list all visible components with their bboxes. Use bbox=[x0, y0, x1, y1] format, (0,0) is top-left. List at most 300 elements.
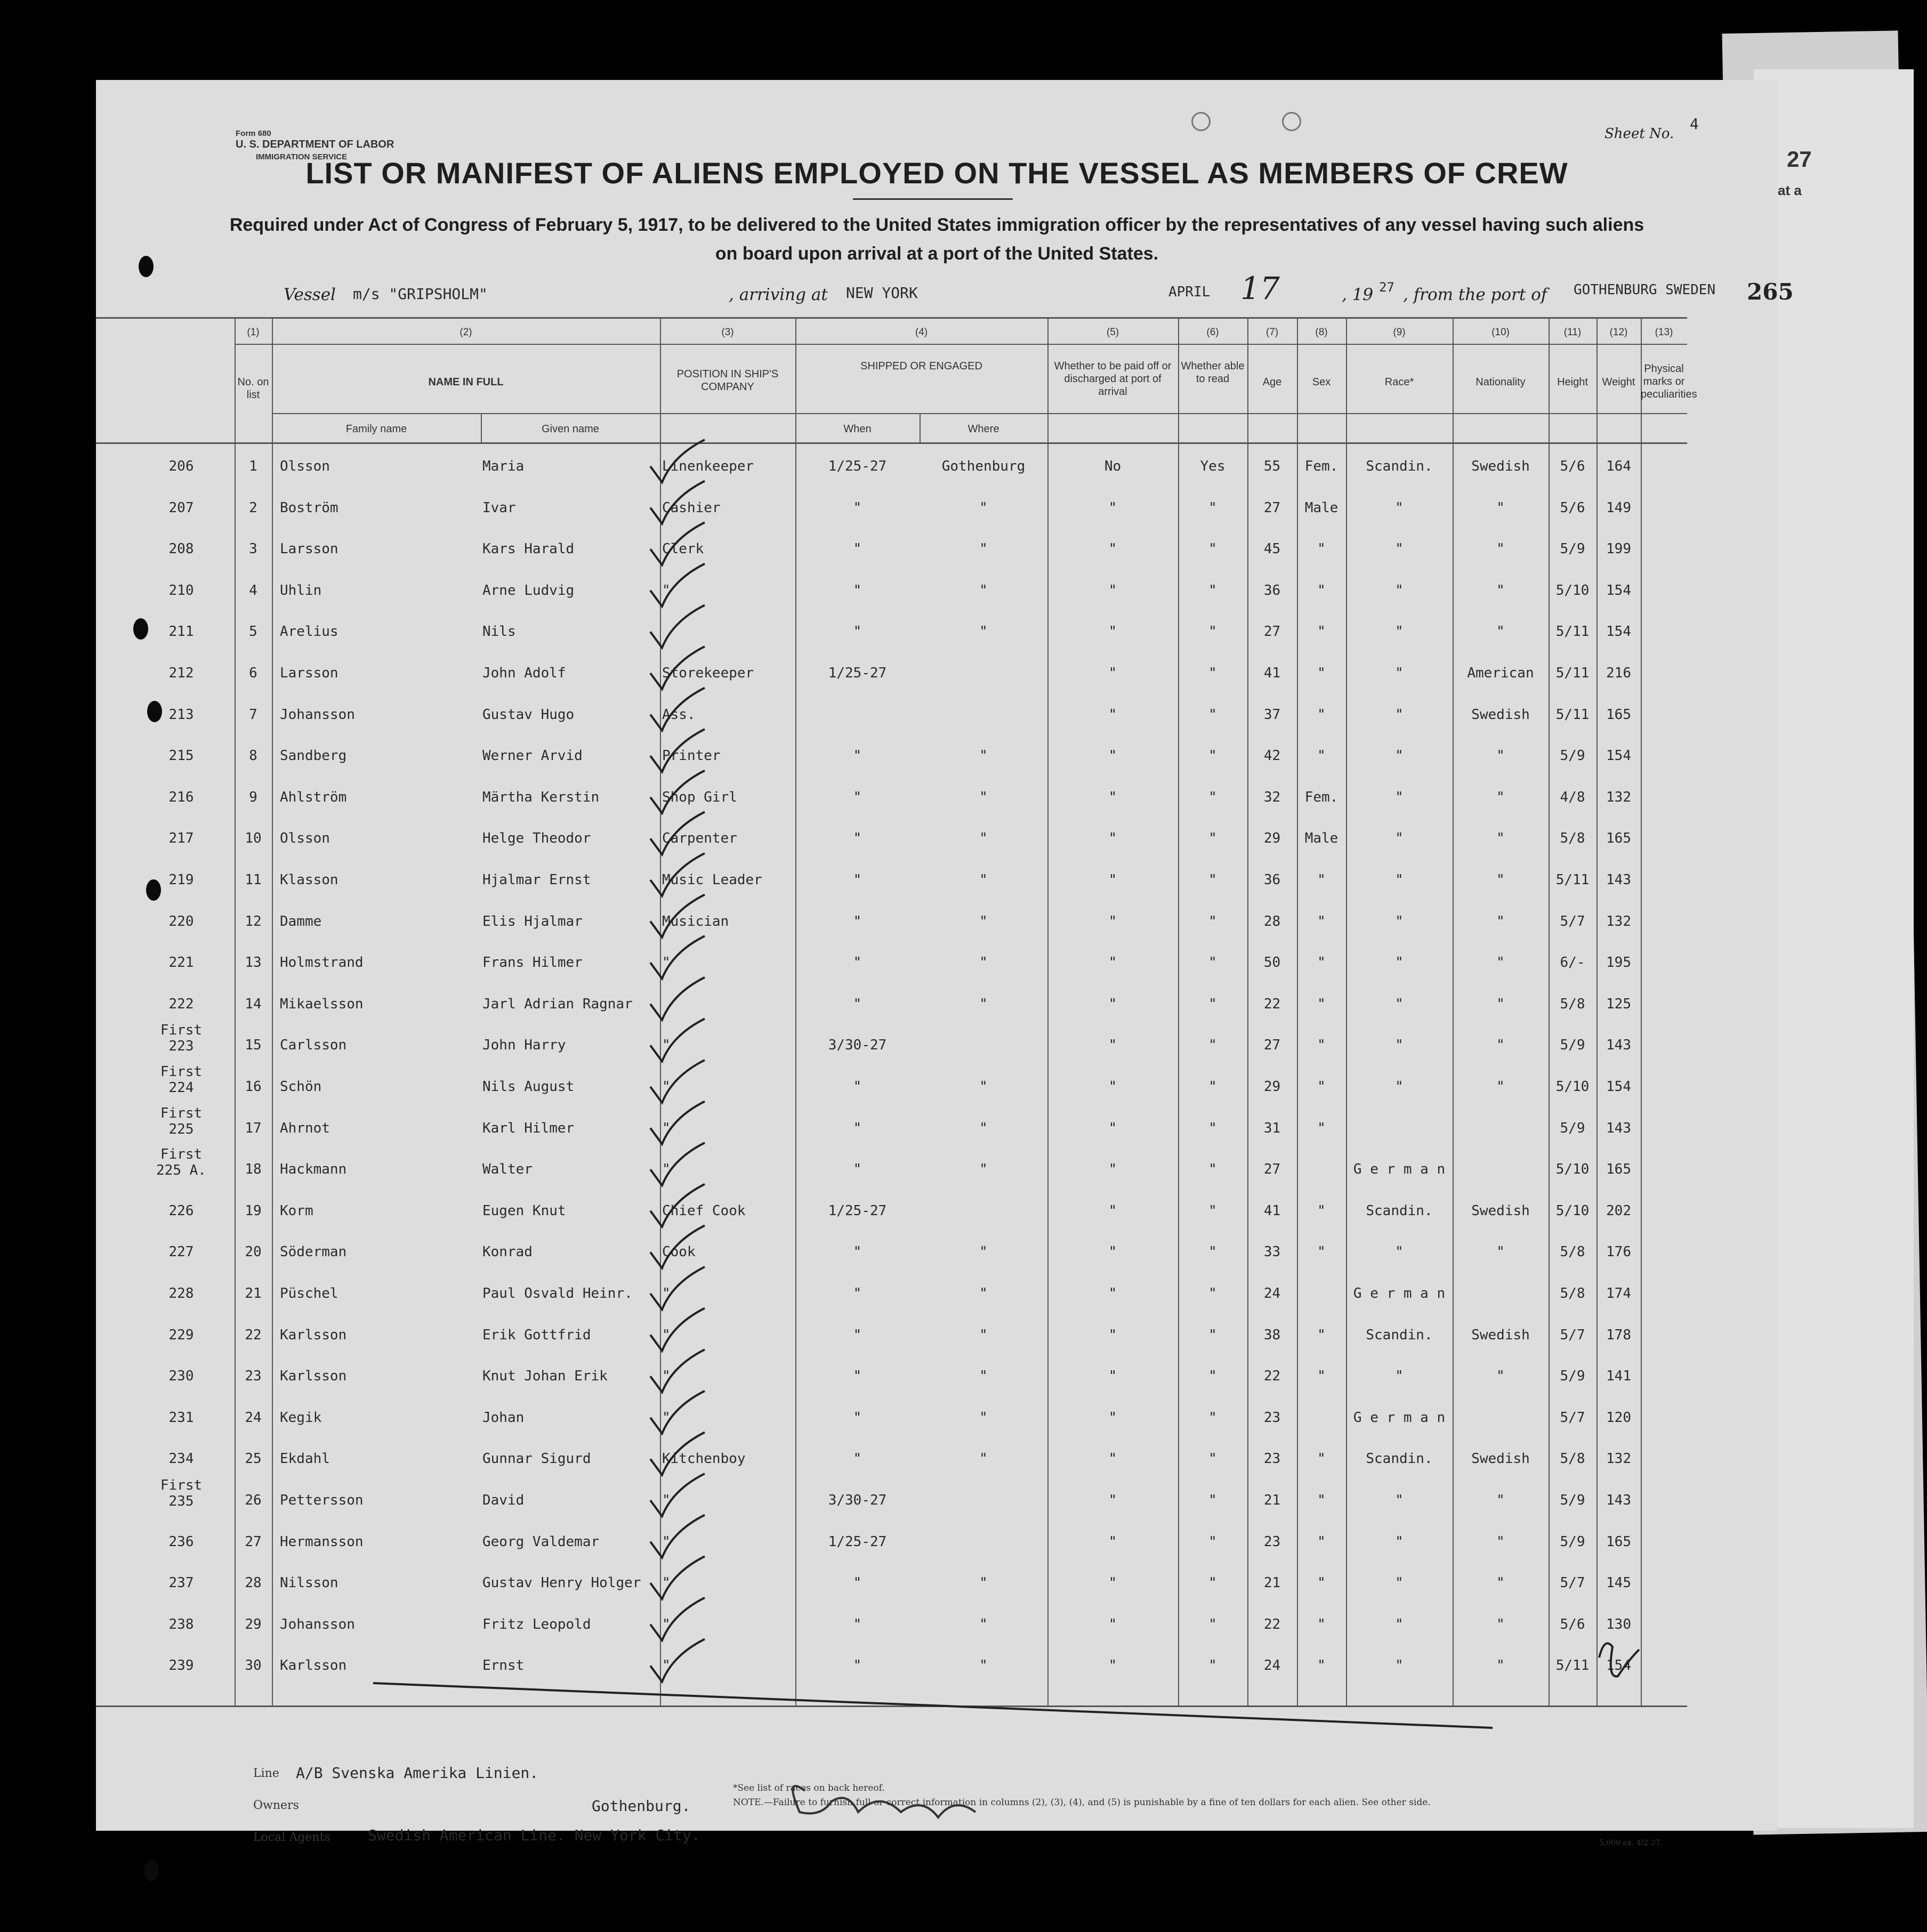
height-cell: 5/9 bbox=[1560, 1368, 1585, 1385]
nationality-cell: " bbox=[1496, 1658, 1505, 1674]
when-engaged-cell: " bbox=[853, 1368, 862, 1385]
position-cell: " bbox=[662, 1327, 671, 1343]
row-number-cell: 8 bbox=[249, 748, 257, 764]
family-name-cell: Arelius bbox=[280, 624, 338, 640]
height-cell: 5/7 bbox=[1560, 1327, 1585, 1343]
sex-cell: " bbox=[1317, 541, 1326, 557]
header-sex: Sex bbox=[1312, 376, 1331, 388]
sex-cell: " bbox=[1317, 748, 1326, 764]
height-cell: 5/8 bbox=[1560, 830, 1585, 847]
weight-cell: 165 bbox=[1606, 830, 1631, 847]
nationality-cell: Swedish bbox=[1471, 1327, 1530, 1343]
paid-off-cell: " bbox=[1108, 1244, 1117, 1260]
row-number-cell: 5 bbox=[249, 624, 257, 640]
checkmark-icon bbox=[650, 440, 705, 482]
weight-cell: 143 bbox=[1606, 1037, 1631, 1054]
given-name-cell: Gustav Hugo bbox=[482, 706, 575, 723]
row-reference-number: 210 bbox=[168, 582, 194, 599]
from-label: , from the port of bbox=[1403, 285, 1547, 304]
checkmark-icon bbox=[650, 936, 705, 979]
height-cell: 5/9 bbox=[1560, 1533, 1585, 1550]
row-number-cell: 19 bbox=[245, 1202, 262, 1219]
sex-cell: " bbox=[1317, 1244, 1326, 1260]
family-name-cell: Uhlin bbox=[280, 582, 322, 599]
row-reference-number: First 223 bbox=[160, 1022, 203, 1055]
row-number-cell: 27 bbox=[245, 1533, 262, 1550]
arriving-label: , arriving at bbox=[729, 285, 828, 304]
weight-cell: 165 bbox=[1606, 706, 1631, 723]
header-able-read: Whether able to read bbox=[1181, 360, 1245, 385]
able-to-read-cell: " bbox=[1208, 1037, 1217, 1054]
footer-line-label: Line bbox=[253, 1767, 279, 1780]
age-cell: 50 bbox=[1263, 955, 1281, 971]
given-name-cell: Fritz Leopold bbox=[482, 1616, 591, 1632]
checkmark-icon bbox=[650, 564, 705, 607]
able-to-read-cell: " bbox=[1208, 582, 1217, 599]
race-cell: " bbox=[1395, 499, 1404, 516]
punch-hole bbox=[144, 1860, 159, 1881]
row-reference-number: 215 bbox=[168, 748, 194, 764]
row-reference-number: First 225 bbox=[160, 1105, 203, 1137]
paid-off-cell: " bbox=[1108, 1575, 1117, 1591]
sex-cell: " bbox=[1317, 1202, 1326, 1219]
department-line: U. S. DEPARTMENT OF LABOR bbox=[236, 139, 394, 150]
family-name-cell: Kegik bbox=[280, 1409, 322, 1426]
height-cell: 5/10 bbox=[1555, 1202, 1590, 1219]
where-engaged-cell: " bbox=[979, 1368, 988, 1385]
row-reference-number: 206 bbox=[168, 458, 194, 474]
paid-off-cell: " bbox=[1108, 830, 1117, 847]
height-cell: 5/8 bbox=[1560, 1286, 1585, 1302]
position-cell: Ass. bbox=[662, 706, 696, 723]
nationality-cell: Swedish bbox=[1471, 1202, 1530, 1219]
when-engaged-cell: " bbox=[853, 1451, 862, 1467]
paid-off-cell: " bbox=[1108, 1079, 1117, 1095]
weight-cell: 202 bbox=[1606, 1202, 1631, 1219]
height-cell: 5/9 bbox=[1560, 748, 1585, 764]
given-name-cell: Karl Hilmer bbox=[482, 1120, 575, 1136]
race-cell: " bbox=[1395, 1037, 1404, 1054]
age-cell: 21 bbox=[1263, 1575, 1281, 1591]
family-name-cell: Mikaelsson bbox=[280, 996, 364, 1012]
given-name-cell: Johan bbox=[482, 1409, 525, 1426]
height-cell: 5/10 bbox=[1555, 1161, 1590, 1178]
row-number-cell: 21 bbox=[245, 1286, 262, 1302]
when-engaged-cell: 1/25-27 bbox=[828, 1202, 887, 1219]
checkmark-icon bbox=[650, 1267, 705, 1309]
height-cell: 5/11 bbox=[1555, 1658, 1590, 1674]
sex-cell: " bbox=[1317, 996, 1326, 1012]
family-name-cell: Hackmann bbox=[280, 1161, 347, 1178]
race-cell: Scandin. bbox=[1366, 1202, 1433, 1219]
row-number-cell: 30 bbox=[245, 1658, 262, 1674]
header-height: Height bbox=[1557, 376, 1588, 388]
position-cell: Cashier bbox=[662, 499, 721, 516]
position-cell: " bbox=[662, 1409, 671, 1426]
sex-cell: " bbox=[1317, 1451, 1326, 1467]
height-cell: 5/7 bbox=[1560, 1575, 1585, 1591]
arrival-month: APRIL bbox=[1168, 284, 1211, 300]
margin-number: 27 bbox=[1787, 147, 1812, 172]
checkmark-icon bbox=[650, 1598, 705, 1640]
row-reference-number: 230 bbox=[168, 1368, 194, 1385]
checkmark-icon bbox=[650, 1639, 705, 1682]
family-name-cell: Püschel bbox=[280, 1286, 338, 1302]
vessel-label: Vessel bbox=[284, 285, 336, 304]
where-engaged-cell: " bbox=[979, 748, 988, 764]
sex-cell: " bbox=[1317, 1120, 1326, 1136]
weight-cell: 199 bbox=[1606, 541, 1631, 557]
height-cell: 5/9 bbox=[1560, 1037, 1585, 1054]
weight-cell: 143 bbox=[1606, 1120, 1631, 1136]
row-reference-number: First 225 A. bbox=[156, 1146, 206, 1179]
position-cell: Musician bbox=[662, 913, 729, 929]
row-reference-number: First 235 bbox=[160, 1477, 203, 1509]
given-name-cell: Gustav Henry Holger bbox=[482, 1575, 641, 1591]
position-cell: " bbox=[662, 1286, 671, 1302]
able-to-read-cell: " bbox=[1208, 499, 1217, 516]
age-cell: 21 bbox=[1263, 1492, 1281, 1508]
given-name-cell: John Adolf bbox=[482, 665, 566, 681]
checkmark-icon bbox=[650, 1184, 705, 1227]
height-cell: 5/9 bbox=[1560, 541, 1585, 557]
height-cell: 5/9 bbox=[1560, 1492, 1585, 1508]
vessel-name: m/s "GRIPSHOLM" bbox=[353, 285, 488, 303]
when-engaged-cell: 3/30-27 bbox=[828, 1037, 887, 1054]
header-paid-off: Whether to be paid off or discharged at port of arrival bbox=[1054, 360, 1172, 398]
from-port: GOTHENBURG SWEDEN bbox=[1574, 282, 1716, 298]
nationality-cell: " bbox=[1496, 541, 1505, 557]
paid-off-cell: " bbox=[1108, 996, 1117, 1012]
race-cell: G e r m a n bbox=[1353, 1286, 1446, 1302]
family-name-cell: Hermansson bbox=[280, 1533, 364, 1550]
header-position: POSITION IN SHIP'S COMPANY bbox=[676, 368, 779, 393]
checkmark-icon bbox=[650, 1102, 705, 1144]
weight-cell: 130 bbox=[1606, 1616, 1631, 1632]
paid-off-cell: " bbox=[1108, 913, 1117, 929]
given-name-cell: Hjalmar Ernst bbox=[482, 872, 591, 888]
checkmark-icon bbox=[650, 977, 705, 1020]
header-name-in-full: NAME IN FULL bbox=[428, 376, 504, 388]
row-number-cell: 1 bbox=[249, 458, 257, 474]
colnum-13: (13) bbox=[1655, 327, 1673, 338]
where-engaged-cell: " bbox=[979, 789, 988, 805]
paid-off-cell: " bbox=[1108, 1286, 1117, 1302]
given-name-cell: Helge Theodor bbox=[482, 830, 591, 847]
footer-note-races: *See list of races on back hereof. bbox=[733, 1783, 885, 1793]
row-number-cell: 4 bbox=[249, 582, 257, 599]
nationality-cell: " bbox=[1496, 789, 1505, 805]
position-cell: " bbox=[662, 582, 671, 599]
nationality-cell: " bbox=[1496, 1368, 1505, 1385]
family-name-cell: Boström bbox=[280, 499, 338, 516]
header-where: Where bbox=[967, 423, 999, 435]
age-cell: 28 bbox=[1263, 913, 1281, 929]
weight-cell: 165 bbox=[1606, 1533, 1631, 1550]
when-engaged-cell: " bbox=[853, 541, 862, 557]
sex-cell: " bbox=[1317, 665, 1326, 681]
nationality-cell: Swedish bbox=[1471, 1451, 1530, 1467]
where-engaged-cell: " bbox=[979, 830, 988, 847]
able-to-read-cell: " bbox=[1208, 624, 1217, 640]
checkmark-icon bbox=[650, 1391, 705, 1434]
given-name-cell: Maria bbox=[482, 458, 525, 474]
sex-cell: " bbox=[1317, 624, 1326, 640]
family-name-cell: Nilsson bbox=[280, 1575, 338, 1591]
checkmark-icon bbox=[650, 1018, 705, 1061]
colnum-10: (10) bbox=[1491, 327, 1510, 338]
where-engaged-cell: " bbox=[979, 1244, 988, 1260]
when-engaged-cell: " bbox=[853, 748, 862, 764]
page-title: LIST OR MANIFEST OF ALIENS EMPLOYED ON THE VESSEL AS MEMBERS OF CREW bbox=[305, 156, 1568, 190]
race-cell: " bbox=[1395, 955, 1404, 971]
age-cell: 22 bbox=[1263, 1616, 1281, 1632]
where-engaged-cell: " bbox=[979, 1327, 988, 1343]
able-to-read-cell: " bbox=[1208, 1079, 1217, 1095]
weight-cell: 174 bbox=[1606, 1286, 1631, 1302]
checkmark-icon bbox=[650, 1143, 705, 1185]
when-engaged-cell: " bbox=[853, 499, 862, 516]
checkmark-icon bbox=[650, 895, 705, 937]
sex-cell: " bbox=[1317, 1327, 1326, 1343]
row-reference-number: 231 bbox=[168, 1409, 194, 1426]
able-to-read-cell: " bbox=[1208, 1658, 1217, 1674]
paid-off-cell: " bbox=[1108, 748, 1117, 764]
race-cell: G e r m a n bbox=[1353, 1161, 1446, 1178]
age-cell: 45 bbox=[1263, 541, 1281, 557]
position-cell: " bbox=[662, 1120, 671, 1136]
age-cell: 23 bbox=[1263, 1451, 1281, 1467]
race-cell: " bbox=[1395, 830, 1404, 847]
family-name-cell: Sandberg bbox=[280, 748, 347, 764]
given-name-cell: Frans Hilmer bbox=[482, 955, 583, 971]
able-to-read-cell: " bbox=[1208, 665, 1217, 681]
family-name-cell: Johansson bbox=[280, 1616, 355, 1632]
when-engaged-cell: 1/25-27 bbox=[828, 665, 887, 681]
paid-off-cell: " bbox=[1108, 955, 1117, 971]
family-name-cell: Klasson bbox=[280, 872, 338, 888]
position-cell: " bbox=[662, 1575, 671, 1591]
given-name-cell: Arne Ludvig bbox=[482, 582, 575, 599]
weight-cell: 132 bbox=[1606, 1451, 1631, 1467]
paid-off-cell: " bbox=[1108, 1161, 1117, 1178]
checkmark-icon bbox=[650, 812, 705, 854]
arriving-port: NEW YORK bbox=[846, 284, 918, 302]
sex-cell: Fem. bbox=[1304, 789, 1339, 805]
paid-off-cell: " bbox=[1108, 706, 1117, 723]
footer-print-code: 5,000 ex. 4/2 27. bbox=[1599, 1839, 1663, 1847]
weight-cell: 132 bbox=[1606, 789, 1631, 805]
row-number-cell: 22 bbox=[245, 1327, 262, 1343]
nationality-cell: " bbox=[1496, 1244, 1505, 1260]
row-number-cell: 3 bbox=[249, 541, 257, 557]
race-cell: " bbox=[1395, 1244, 1404, 1260]
paid-off-cell: " bbox=[1108, 1327, 1117, 1343]
nationality-cell: " bbox=[1496, 1037, 1505, 1054]
header-when: When bbox=[843, 423, 872, 435]
checkmark-icon bbox=[650, 771, 705, 813]
where-engaged-cell: " bbox=[979, 499, 988, 516]
height-cell: 6/- bbox=[1560, 955, 1585, 971]
position-cell: " bbox=[662, 1533, 671, 1550]
weight-cell: 154 bbox=[1606, 748, 1631, 764]
family-name-cell: Söderman bbox=[280, 1244, 347, 1260]
sex-cell: " bbox=[1317, 1368, 1326, 1385]
where-engaged-cell: " bbox=[979, 541, 988, 557]
row-reference-number: 228 bbox=[168, 1286, 194, 1302]
able-to-read-cell: " bbox=[1208, 830, 1217, 847]
when-engaged-cell: " bbox=[853, 830, 862, 847]
where-engaged-cell: " bbox=[979, 1409, 988, 1426]
weight-cell: 176 bbox=[1606, 1244, 1631, 1260]
weight-cell: 125 bbox=[1606, 996, 1631, 1012]
race-cell: Scandin. bbox=[1366, 1451, 1433, 1467]
nationality-cell: " bbox=[1496, 748, 1505, 764]
checkmark-icon bbox=[650, 1349, 705, 1392]
row-reference-number: 221 bbox=[168, 955, 194, 971]
height-cell: 4/8 bbox=[1560, 789, 1585, 805]
row-number-cell: 12 bbox=[245, 913, 262, 929]
age-cell: 23 bbox=[1263, 1409, 1281, 1426]
row-number-cell: 29 bbox=[245, 1616, 262, 1632]
family-name-cell: Larsson bbox=[280, 665, 338, 681]
position-cell: " bbox=[662, 1161, 671, 1178]
row-number-cell: 13 bbox=[245, 955, 262, 971]
checkmark-icon bbox=[650, 1474, 705, 1516]
family-name-cell: Damme bbox=[280, 913, 322, 929]
able-to-read-cell: " bbox=[1208, 1327, 1217, 1343]
when-engaged-cell: " bbox=[853, 582, 862, 599]
checkmark-icon bbox=[650, 688, 705, 731]
when-engaged-cell: " bbox=[853, 1286, 862, 1302]
family-name-cell: Ahlström bbox=[280, 789, 347, 805]
sex-cell: " bbox=[1317, 1616, 1326, 1632]
given-name-cell: Märtha Kerstin bbox=[482, 789, 600, 805]
height-cell: 5/8 bbox=[1560, 996, 1585, 1012]
given-name-cell: Kars Harald bbox=[482, 541, 575, 557]
nationality-cell: American bbox=[1467, 665, 1534, 681]
row-reference-number: 226 bbox=[168, 1202, 194, 1219]
row-reference-number: 238 bbox=[168, 1616, 194, 1632]
race-cell: " bbox=[1395, 913, 1404, 929]
row-number-cell: 20 bbox=[245, 1244, 262, 1260]
weight-cell: 120 bbox=[1606, 1409, 1631, 1426]
where-engaged-cell: Gothenburg bbox=[941, 458, 1026, 474]
weight-cell: 145 bbox=[1606, 1575, 1631, 1591]
height-cell: 5/10 bbox=[1555, 582, 1590, 599]
weight-cell: 164 bbox=[1606, 458, 1631, 474]
race-cell: " bbox=[1395, 624, 1404, 640]
row-number-cell: 28 bbox=[245, 1575, 262, 1591]
colnum-9: (9) bbox=[1393, 327, 1406, 338]
position-cell: " bbox=[662, 1037, 671, 1054]
age-cell: 24 bbox=[1263, 1286, 1281, 1302]
when-engaged-cell: " bbox=[853, 1161, 862, 1178]
age-cell: 23 bbox=[1263, 1533, 1281, 1550]
row-reference-number: 236 bbox=[168, 1533, 194, 1550]
position-cell: Storekeeper bbox=[662, 665, 754, 681]
height-cell: 5/11 bbox=[1555, 706, 1590, 723]
paid-off-cell: " bbox=[1108, 1492, 1117, 1508]
weight-cell: 165 bbox=[1606, 1161, 1631, 1178]
able-to-read-cell: " bbox=[1208, 1120, 1217, 1136]
where-engaged-cell: " bbox=[979, 955, 988, 971]
age-cell: 41 bbox=[1263, 665, 1281, 681]
row-reference-number: 212 bbox=[168, 665, 194, 681]
position-cell: Kitchenboy bbox=[662, 1451, 746, 1467]
checkmark-icon bbox=[650, 853, 705, 896]
age-cell: 22 bbox=[1263, 996, 1281, 1012]
race-cell: " bbox=[1395, 996, 1404, 1012]
page-reference: 265 bbox=[1747, 279, 1794, 305]
row-number-cell: 18 bbox=[245, 1161, 262, 1178]
given-name-cell: Eugen Knut bbox=[482, 1202, 566, 1219]
sex-cell: " bbox=[1317, 1037, 1326, 1054]
row-reference-number: 229 bbox=[168, 1327, 194, 1343]
able-to-read-cell: " bbox=[1208, 1202, 1217, 1219]
row-reference-number: 207 bbox=[168, 499, 194, 516]
able-to-read-cell: " bbox=[1208, 1575, 1217, 1591]
checkmark-icon bbox=[650, 729, 705, 772]
height-cell: 5/11 bbox=[1555, 624, 1590, 640]
height-cell: 5/9 bbox=[1560, 1120, 1585, 1136]
when-engaged-cell: 1/25-27 bbox=[828, 458, 887, 474]
age-cell: 42 bbox=[1263, 748, 1281, 764]
sex-cell: Male bbox=[1304, 830, 1339, 847]
nationality-cell: Swedish bbox=[1471, 458, 1530, 474]
handwritten-checkmarks bbox=[96, 80, 1778, 1831]
row-reference-number: 222 bbox=[168, 996, 194, 1012]
family-name-cell: Carlsson bbox=[280, 1037, 347, 1054]
colnum-2: (2) bbox=[459, 327, 472, 338]
age-cell: 22 bbox=[1263, 1368, 1281, 1385]
where-engaged-cell: " bbox=[979, 1161, 988, 1178]
age-cell: 36 bbox=[1263, 582, 1281, 599]
weight-cell: 195 bbox=[1606, 955, 1631, 971]
race-cell: " bbox=[1395, 1492, 1404, 1508]
checkmark-icon bbox=[650, 1060, 705, 1103]
height-cell: 5/8 bbox=[1560, 1244, 1585, 1260]
height-cell: 5/10 bbox=[1555, 1079, 1590, 1095]
colnum-4: (4) bbox=[915, 327, 928, 338]
age-cell: 36 bbox=[1263, 872, 1281, 888]
checkmark-icon bbox=[650, 646, 705, 689]
colnum-1: (1) bbox=[247, 327, 260, 338]
header-nationality: Nationality bbox=[1476, 376, 1526, 388]
height-cell: 5/6 bbox=[1560, 1616, 1585, 1632]
where-engaged-cell: " bbox=[979, 1451, 988, 1467]
sheet-label: Sheet No. bbox=[1605, 126, 1674, 142]
sex-cell: " bbox=[1317, 1575, 1326, 1591]
race-cell: " bbox=[1395, 872, 1404, 888]
given-name-cell: Paul Osvald Heinr. bbox=[482, 1286, 633, 1302]
row-number-cell: 14 bbox=[245, 996, 262, 1012]
manifest-sheet bbox=[96, 80, 1794, 1847]
nationality-cell: " bbox=[1496, 499, 1505, 516]
age-cell: 24 bbox=[1263, 1658, 1281, 1674]
height-cell: 5/8 bbox=[1560, 1451, 1585, 1467]
paid-off-cell: " bbox=[1108, 872, 1117, 888]
header-given-name: Given name bbox=[542, 423, 599, 435]
row-reference-number: 208 bbox=[168, 541, 194, 557]
able-to-read-cell: " bbox=[1208, 955, 1217, 971]
paid-off-cell: " bbox=[1108, 582, 1117, 599]
sex-cell: " bbox=[1317, 872, 1326, 888]
nationality-cell: " bbox=[1496, 1616, 1505, 1632]
position-cell: Cook bbox=[662, 1244, 696, 1260]
given-name-cell: John Harry bbox=[482, 1037, 566, 1054]
paid-off-cell: " bbox=[1108, 1120, 1117, 1136]
